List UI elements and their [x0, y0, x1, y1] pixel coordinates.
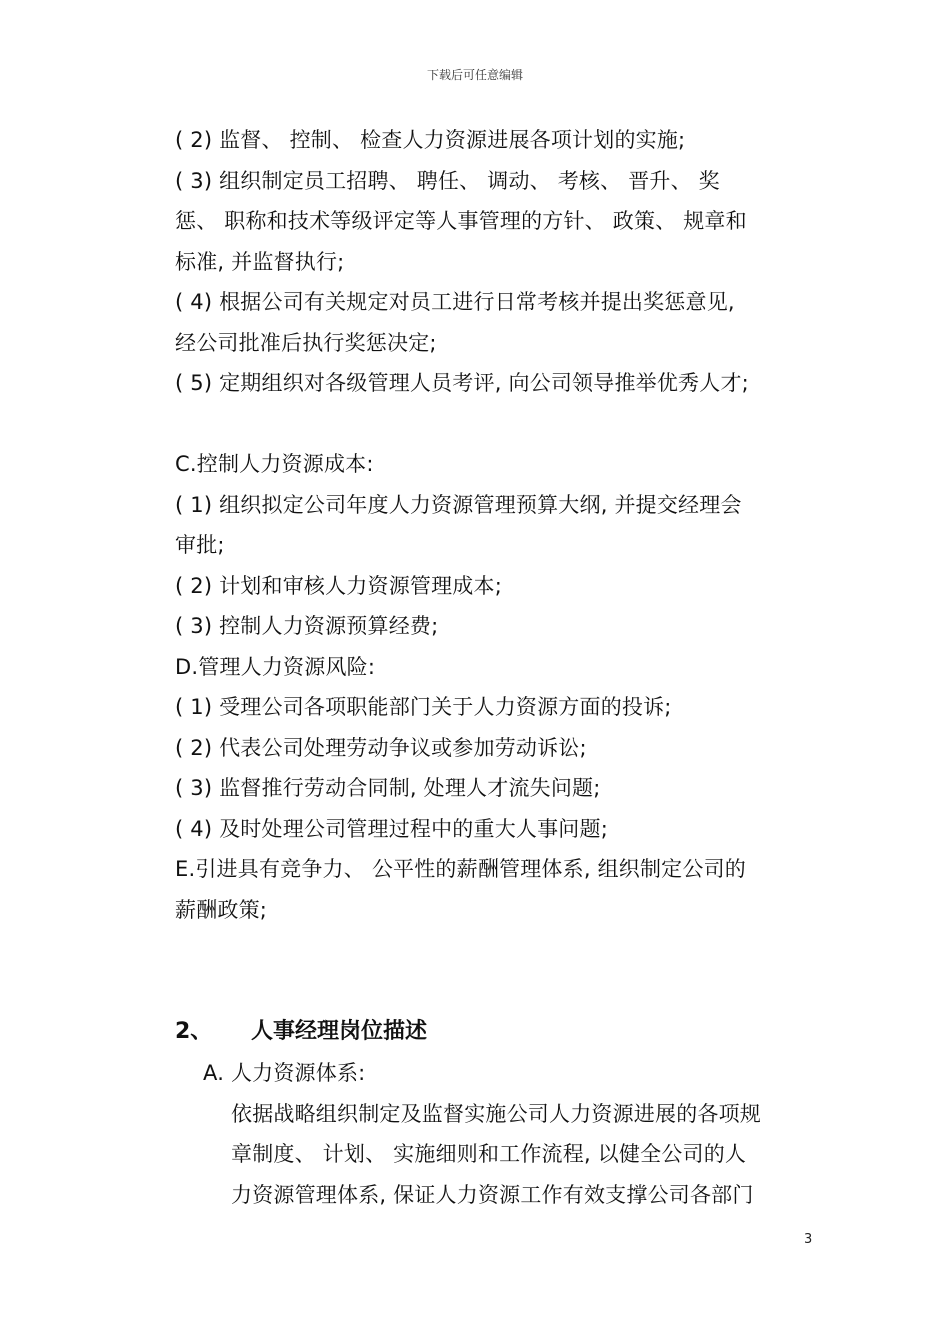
section-title: 人事经理岗位描述: [251, 1019, 428, 1044]
paragraph-line: E.引进具有竞争力、 公平性的薪酬管理体系, 组织制定公司的: [175, 857, 746, 881]
paragraph-line: C.控制人力资源成本:: [175, 452, 374, 476]
paragraph-line: ( 2) 监督、 控制、 检查人力资源进展各项计划的实施;: [175, 128, 686, 152]
paragraph-line: ( 2) 代表公司处理劳动争议或参加劳动诉讼;: [175, 735, 587, 760]
section-body-line: 章制度、 计划、 实施细则和工作流程, 以健全公司的人: [231, 1142, 747, 1166]
page-number: 3: [804, 1232, 813, 1247]
blank-line: [175, 404, 835, 445]
paragraph-line: 薪酬政策;: [175, 897, 268, 922]
paragraph-line: ( 5) 定期组织对各级管理人员考评, 向公司领导推举优秀人才;: [175, 371, 749, 395]
section-number: 2、: [175, 1019, 213, 1044]
page-header: 下载后可任意编辑: [426, 68, 523, 82]
document-body: [175, 120, 835, 1215]
section-body-line: 依据战略组织制定及监督实施公司人力资源进展的各项规: [231, 1101, 761, 1126]
paragraph-line: D.管理人力资源风险:: [175, 654, 376, 679]
paragraph-line: ( 3) 控制人力资源预算经费;: [175, 614, 439, 638]
paragraph-line: ( 4) 及时处理公司管理过程中的重大人事问题;: [175, 816, 608, 841]
paragraph-line: ( 1) 组织拟定公司年度人力资源管理预算大纲, 并提交经理会: [175, 492, 742, 517]
paragraph-line: 审批;: [175, 533, 225, 557]
paragraph-line: ( 3) 组织制定员工招聘、 聘任、 调动、 考核、 晋升、 奖: [175, 168, 720, 193]
blank-line: [175, 930, 835, 1011]
paragraph-line: ( 3) 监督推行劳动合同制, 处理人才流失问题;: [175, 776, 601, 800]
section-body-line: 力资源管理体系, 保证人力资源工作有效支撑公司各部门: [231, 1182, 754, 1207]
section-heading: [175, 1011, 835, 1053]
paragraph-line: ( 4) 根据公司有关规定对员工进行日常考核并提出奖惩意见,: [175, 290, 735, 314]
subsection-label: A. 人力资源体系:: [203, 1061, 366, 1085]
paragraph-line: 经公司批准后执行奖惩决定;: [175, 330, 437, 355]
paragraph-line: ( 2) 计划和审核人力资源管理成本;: [175, 573, 502, 598]
paragraph-line: ( 1) 受理公司各项职能部门关于人力资源方面的投诉;: [175, 695, 672, 719]
paragraph-line: 惩、 职称和技术等级评定等人事管理的方针、 政策、 规章和: [175, 209, 747, 233]
paragraph-line: 标准, 并监督执行;: [175, 249, 345, 274]
